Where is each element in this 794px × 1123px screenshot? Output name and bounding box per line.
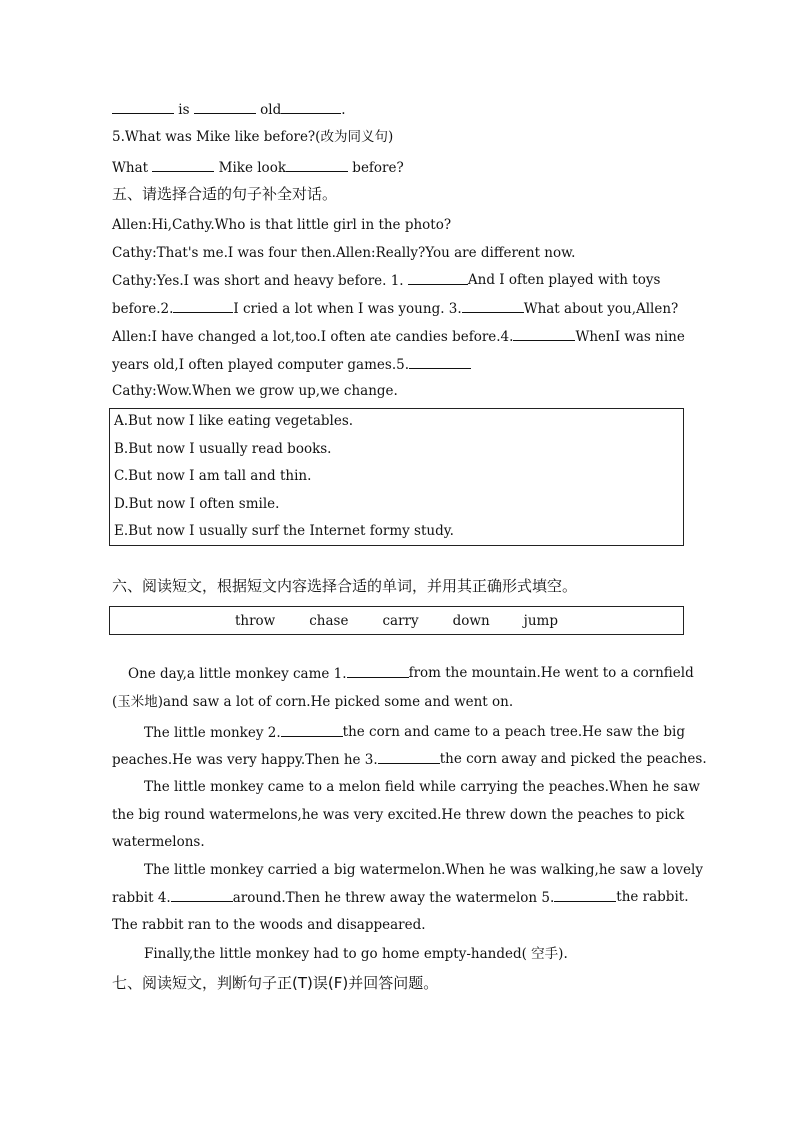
text: the corn and came to a peach tree.He saw the big <box>342 724 685 740</box>
text: One day,a little monkey came 1. <box>128 666 347 682</box>
passage-line: The little monkey came to a melon field while carrying the peaches.When he saw <box>144 779 700 795</box>
text: . <box>341 102 346 118</box>
blank[interactable] <box>112 100 174 114</box>
blank[interactable] <box>286 158 348 172</box>
text: the corn away and picked the peaches. <box>439 751 707 767</box>
section-6-heading: 六、阅读短文，根据短文内容选择合适的单词，并用其正确形式填空。 <box>112 577 578 595</box>
passage-line: (玉米地)and saw a lot of corn.He picked some and went on. <box>112 694 514 710</box>
text: from the mountain.He went to a cornfield <box>408 665 694 681</box>
dialogue-line <box>112 355 471 374</box>
dialogue-line <box>112 327 685 346</box>
blank-1[interactable] <box>347 664 409 678</box>
passage-line: watermelons. <box>112 834 205 850</box>
option-e: E.But now I usually surf the Internet formy study. <box>114 523 454 539</box>
blank-4[interactable] <box>513 327 575 341</box>
text: is <box>178 102 190 118</box>
passage-line <box>112 750 707 769</box>
option-c: C.But now I am tall and thin. <box>114 468 312 484</box>
word-bank <box>109 606 684 635</box>
blank-2[interactable] <box>173 299 233 313</box>
blank-2[interactable] <box>281 723 343 737</box>
fill-line-top <box>112 100 346 119</box>
passage-line: The little monkey carried a big watermelon.When he was walking,he saw a lovely <box>144 862 703 878</box>
text: peaches.He was very happy.Then he 3. <box>112 752 378 768</box>
dialogue-line: Cathy:Wow.When we grow up,we change. <box>112 383 398 399</box>
blank-1[interactable] <box>408 271 468 285</box>
passage-line <box>144 723 685 742</box>
blank-5[interactable] <box>409 355 471 369</box>
text: Cathy:Yes.I was short and heavy before. 1. <box>112 273 404 289</box>
section-7-heading: 七、阅读短文，判断句子正(T)误(F)并回答问题。 <box>112 974 439 992</box>
dialogue-line <box>112 271 661 290</box>
option-a: A.But now I like eating vegetables. <box>114 413 354 429</box>
question-5-answer <box>112 158 404 177</box>
passage-line <box>128 664 694 683</box>
option-d: D.But now I often smile. <box>114 496 280 512</box>
text: Mike look <box>218 160 286 176</box>
word: chase <box>309 612 349 629</box>
blank-5[interactable] <box>554 888 616 902</box>
text: before? <box>352 160 404 176</box>
option-b: B.But now I usually read books. <box>114 441 332 457</box>
blank-3[interactable] <box>462 299 524 313</box>
text: What about you,Allen? <box>523 301 679 317</box>
text: I cried a lot when I was young. 3. <box>233 301 462 317</box>
dialogue-line <box>112 299 678 318</box>
text: rabbit 4. <box>112 890 171 906</box>
word: down <box>452 612 490 629</box>
section-5-heading: 五、请选择合适的句子补全对话。 <box>112 185 338 203</box>
text: Allen:I have changed a lot,too.I often ate candies before.4. <box>112 329 514 345</box>
text: the rabbit. <box>616 889 689 905</box>
text: years old,I often played computer games.5. <box>112 357 409 373</box>
dialogue-line: Cathy:That's me.I was four then.Allen:Really?You are different now. <box>112 245 576 261</box>
options-box <box>109 408 684 546</box>
blank-4[interactable] <box>171 888 233 902</box>
text: around.Then he threw away the watermelon 5. <box>232 890 555 906</box>
blank[interactable] <box>194 100 256 114</box>
text: And I often played with toys <box>467 272 661 288</box>
word: throw <box>234 612 276 629</box>
passage-line: the big round watermelons,he was very excited.He threw down the peaches to pick <box>112 807 685 823</box>
text: The little monkey 2. <box>144 725 281 741</box>
word: carry <box>382 612 419 629</box>
text: before.2. <box>112 301 174 317</box>
question-5: 5.What was Mike like before?(改为同义句) <box>112 129 394 145</box>
text: What <box>112 160 149 176</box>
blank[interactable] <box>281 100 341 114</box>
text: old <box>260 102 282 118</box>
passage-line: Finally,the little monkey had to go home empty-handed( 空手). <box>144 946 568 962</box>
passage-line <box>112 888 689 907</box>
blank-3[interactable] <box>378 750 440 764</box>
text: WhenI was nine <box>575 329 685 345</box>
dialogue-line: Allen:Hi,Cathy.Who is that little girl in the photo? <box>112 217 452 233</box>
passage-line: The rabbit ran to the woods and disappeared. <box>112 917 426 933</box>
word: jump <box>523 612 558 629</box>
blank[interactable] <box>152 158 214 172</box>
